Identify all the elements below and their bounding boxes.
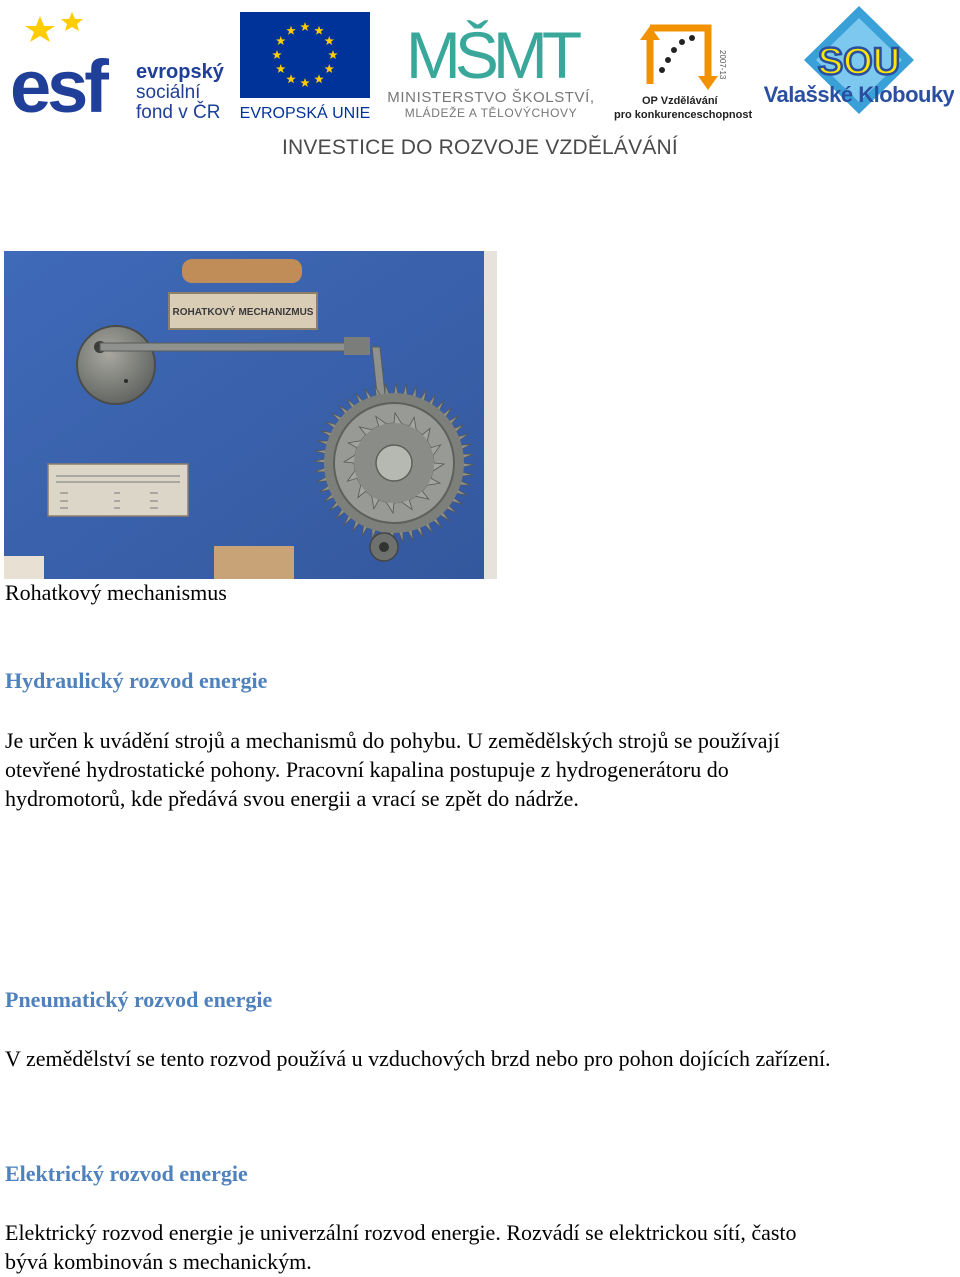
msmt-line-2: MLÁDEŽE A TĚLOVÝCHOVY bbox=[404, 106, 578, 120]
esf-text-line-2: sociální bbox=[136, 82, 201, 103]
op-line-2: pro konkurenceschopnost bbox=[614, 109, 753, 121]
esf-mark: esf bbox=[10, 45, 105, 120]
eu-label: EVROPSKÁ UNIE bbox=[239, 105, 371, 120]
section-heading-electric: Elektrický rozvod energie bbox=[5, 1161, 248, 1186]
section-heading-pneumatic: Pneumatický rozvod energie bbox=[5, 987, 273, 1012]
logo-strip bbox=[0, 0, 960, 170]
paragraph-line: Je určen k uvádění strojů a mechanismů do pohybu. U zemědělských strojů se používají bbox=[5, 728, 780, 753]
section-paragraph-hydraulic bbox=[5, 726, 955, 813]
paragraph-line: hydromotorů, kde předává svou energii a vrací se zpět do nádrže. bbox=[5, 786, 579, 811]
paragraph-line: Elektrický rozvod energie je univerzální rozvod energie. Rozvádí se elektrickou sítí, často bbox=[5, 1220, 797, 1245]
sou-line-1: SOU bbox=[817, 41, 901, 83]
ratchet-mechanism-photo bbox=[4, 251, 497, 579]
esf-stars-icon bbox=[25, 12, 83, 42]
esf-text-line-1: evropský bbox=[136, 61, 224, 83]
msmt-line-1: MINISTERSTVO ŠKOLSTVÍ, bbox=[387, 89, 595, 106]
sou-logo bbox=[764, 4, 954, 120]
paragraph-line: bývá kombinován s mechanickým. bbox=[5, 1249, 312, 1274]
esf-text-line-3: fond v ČR bbox=[136, 102, 221, 120]
paragraph-line: otevřené hydrostatické pohony. Pracovní kapalina postupuje z hydrogenerátoru do bbox=[5, 757, 729, 782]
paragraph-line: V zemědělství se tento rozvod používá u vzduchových brzd nebo pro pohon dojících zařízení. bbox=[5, 1046, 831, 1071]
sou-line-2: Valašské Klobouky bbox=[764, 82, 954, 107]
photo-plate-label: ROHATKOVÝ MECHANIZMUS bbox=[172, 307, 314, 318]
msmt-mark: MŠMT bbox=[405, 18, 577, 92]
photo-caption: Rohatkový mechanismus bbox=[5, 580, 227, 605]
msmt-logo bbox=[378, 8, 604, 120]
section-paragraph-pneumatic bbox=[5, 1044, 955, 1073]
section-heading-hydraulic: Hydraulický rozvod energie bbox=[5, 668, 268, 693]
op-line-1: OP Vzdělávání bbox=[642, 95, 718, 107]
eu-flag-logo bbox=[238, 12, 372, 120]
esf-logo bbox=[6, 8, 230, 120]
section-paragraph-electric bbox=[5, 1218, 955, 1276]
op-arrows-icon bbox=[640, 26, 718, 90]
op-vzdelavani-logo bbox=[610, 10, 756, 122]
op-years: 2007-13 bbox=[718, 50, 727, 80]
investice-slogan: INVESTICE DO ROZVOJE VZDĚLÁVÁNÍ bbox=[282, 136, 678, 159]
